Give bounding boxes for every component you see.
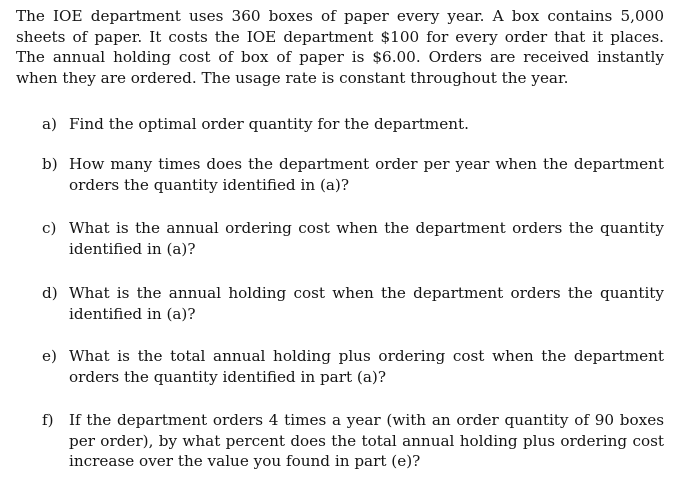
question-label: f) [42,411,54,429]
question-label: c) [42,219,57,237]
question-e [42,346,664,387]
question-b [42,154,664,195]
question-text: How many times does the department order per year when the department orders the quantity identified in (a)? [69,155,664,194]
question-label: d) [42,284,58,302]
question-text: What is the total annual holding plus ordering cost when the department orders the quantity identified in part (a)? [69,347,664,386]
question-d [42,283,664,324]
question-a [42,114,664,135]
question-text: Find the optimal order quantity for the department. [69,115,469,133]
question-label: e) [42,347,57,365]
question-text: What is the annual ordering cost when the department orders the quantity identified in (a)? [69,219,664,258]
problem-statement: The IOE department uses 360 boxes of paper every year. A box contains 5,000 sheets of paper. It costs the IOE department $100 for every order that it places. The annual holding cost of box of paper is $6.00. Orders are received instantly when they are ordered. The usage rate is constant throughout the year. [16,7,664,87]
question-label: b) [42,155,58,173]
question-f [42,410,664,472]
question-text: If the department orders 4 times a year (with an order quantity of 90 boxes per order), by what percent does the total annual holding plus ordering cost increase over the value you found in part (e)? [69,411,664,470]
question-text: What is the annual holding cost when the department orders the quantity identified in (a)? [69,284,664,323]
question-label: a) [42,115,57,133]
question-c [42,218,664,259]
